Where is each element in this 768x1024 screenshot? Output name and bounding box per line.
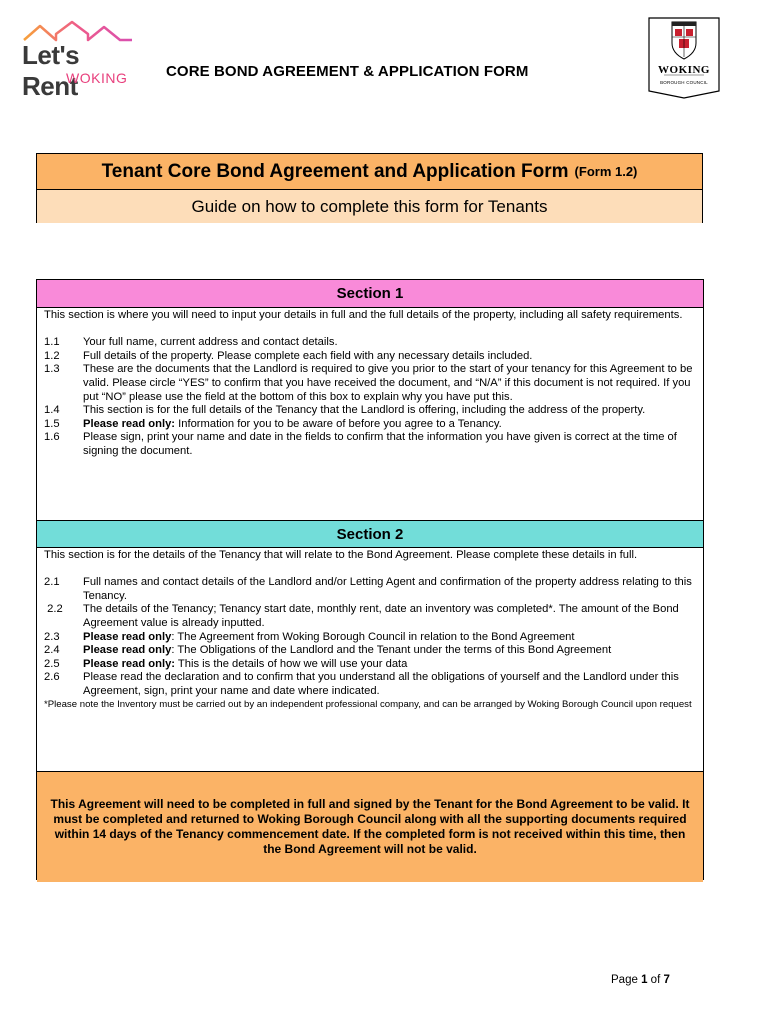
section2-items [44,576,695,698]
form-subtitle: Guide on how to complete this form for Tenants [37,190,702,223]
item-number: 2.1 [44,576,60,589]
total-pages: 7 [663,974,670,986]
section2-body [37,548,703,771]
item-bold-label: Please read only: [83,657,176,670]
item-bold-label: Please read only [83,630,172,643]
list-item [44,576,695,603]
item-number: 1.1 [44,336,60,349]
item-text: : The Agreement from Woking Borough Council in relation to the Bond Agreement [171,630,575,643]
item-number: 2.2 [44,603,63,616]
list-item [44,644,695,658]
of-word: of [650,974,661,986]
lets-rent-logo [20,18,138,101]
item-number: 2.5 [44,657,60,670]
guide-sections [36,279,704,880]
item-number: 1.5 [44,417,60,430]
page-number [611,974,670,986]
list-item [44,431,695,458]
item-text: Please sign, print your name and date in the fields to confirm that the information you have given is correct at the time of signing the document. [83,431,677,457]
crest-name: WOKING [658,64,710,76]
woking-council-crest [648,17,720,99]
form-title-box [36,153,703,223]
item-text: Information for you to be aware of before you agree to a Tenancy. [175,417,502,430]
item-text: Please read the declaration and to confirm that you understand all the obligations of yourself and the Landlord under this Agreement, sign, print your name and date where indicated. [83,671,679,697]
form-title: Tenant Core Bond Agreement and Application Form [101,160,569,182]
item-text: This section is for the full details of the Tenancy that the Landlord is offering, including the address of the property. [83,404,646,417]
crest-subtitle: BOROUGH COUNCIL [660,80,708,85]
item-number: 2.6 [44,671,60,684]
list-item [44,671,695,698]
list-item [44,404,695,418]
item-text: The details of the Tenancy; Tenancy start date, monthly rent, date an inventory was completed*. The amount of the Bond Agreement value is already inputted. [83,603,679,629]
item-number: 2.3 [44,630,60,643]
section2-intro: This section is for the details of the Tenancy that will relate to the Bond Agreement. Please complete these details in full. [44,549,638,561]
list-item [44,603,695,630]
list-item [44,336,695,350]
completion-notice [37,771,703,882]
item-number: 1.4 [44,404,60,417]
item-text: Your full name, current address and contact details. [83,336,338,349]
list-item [44,363,695,404]
section1-items [44,336,695,458]
item-text: : The Obligations of the Landlord and the Tenant under the terms of this Bond Agreement [171,644,612,657]
list-item [44,631,695,645]
completion-notice-text: This Agreement will need to be completed in full and signed by the Tenant for the Bond Agreement to be valid. It must be completed and returned to Woking Borough Council along with all the supporting documents required within 14 days of the Tenancy commencement date. If the completed form is not received within this time, then the Bond Agreement will not be valid. [50,797,690,856]
item-bold-label: Please read only [83,644,172,657]
item-number: 2.4 [44,644,60,657]
item-text: Full names and contact details of the Landlord and/or Letting Agent and confirmation of the property address relating to this Tenancy. [83,576,692,602]
item-bold-label: Please read only: [83,417,176,430]
form-reference: (Form 1.2) [574,164,638,179]
section1-intro: This section is where you will need to input your details in full and the full details of the property, including all safety requirements. [44,309,683,321]
section2-heading: Section 2 [37,520,703,548]
form-title-row [37,154,702,190]
section1-heading: Section 1 [37,280,703,308]
item-text: These are the documents that the Landlord is required to give you prior to the start of your tenancy for this Agreement to be valid. Please circle “YES” to confirm that you have received the document, and “N/A” if this document is not required. If you put “NO” please use the field at the bottom of this box to explain why you have put this. [83,363,693,403]
logo-subtitle: WOKING [66,70,128,86]
page-word: Page [611,974,638,986]
crest-shield-icon [648,17,720,99]
current-page: 1 [641,974,648,986]
item-number: 1.6 [44,431,60,444]
list-item [44,350,695,364]
section1-body [37,308,703,520]
item-text: This is the details of how we will use your data [175,657,408,670]
list-item [44,418,695,432]
inventory-note: *Please note the Inventory must be carried out by an independent professional company, and can be arranged by Woking Borough Council upon request [44,698,692,710]
list-item [44,658,695,672]
item-number: 1.3 [44,363,60,376]
item-number: 1.2 [44,349,60,362]
item-text: Full details of the property. Please complete each field with any necessary details included. [83,349,533,362]
logo-title: Let's Rent [22,40,80,101]
document-heading: CORE BOND AGREEMENT & APPLICATION FORM [166,63,529,80]
